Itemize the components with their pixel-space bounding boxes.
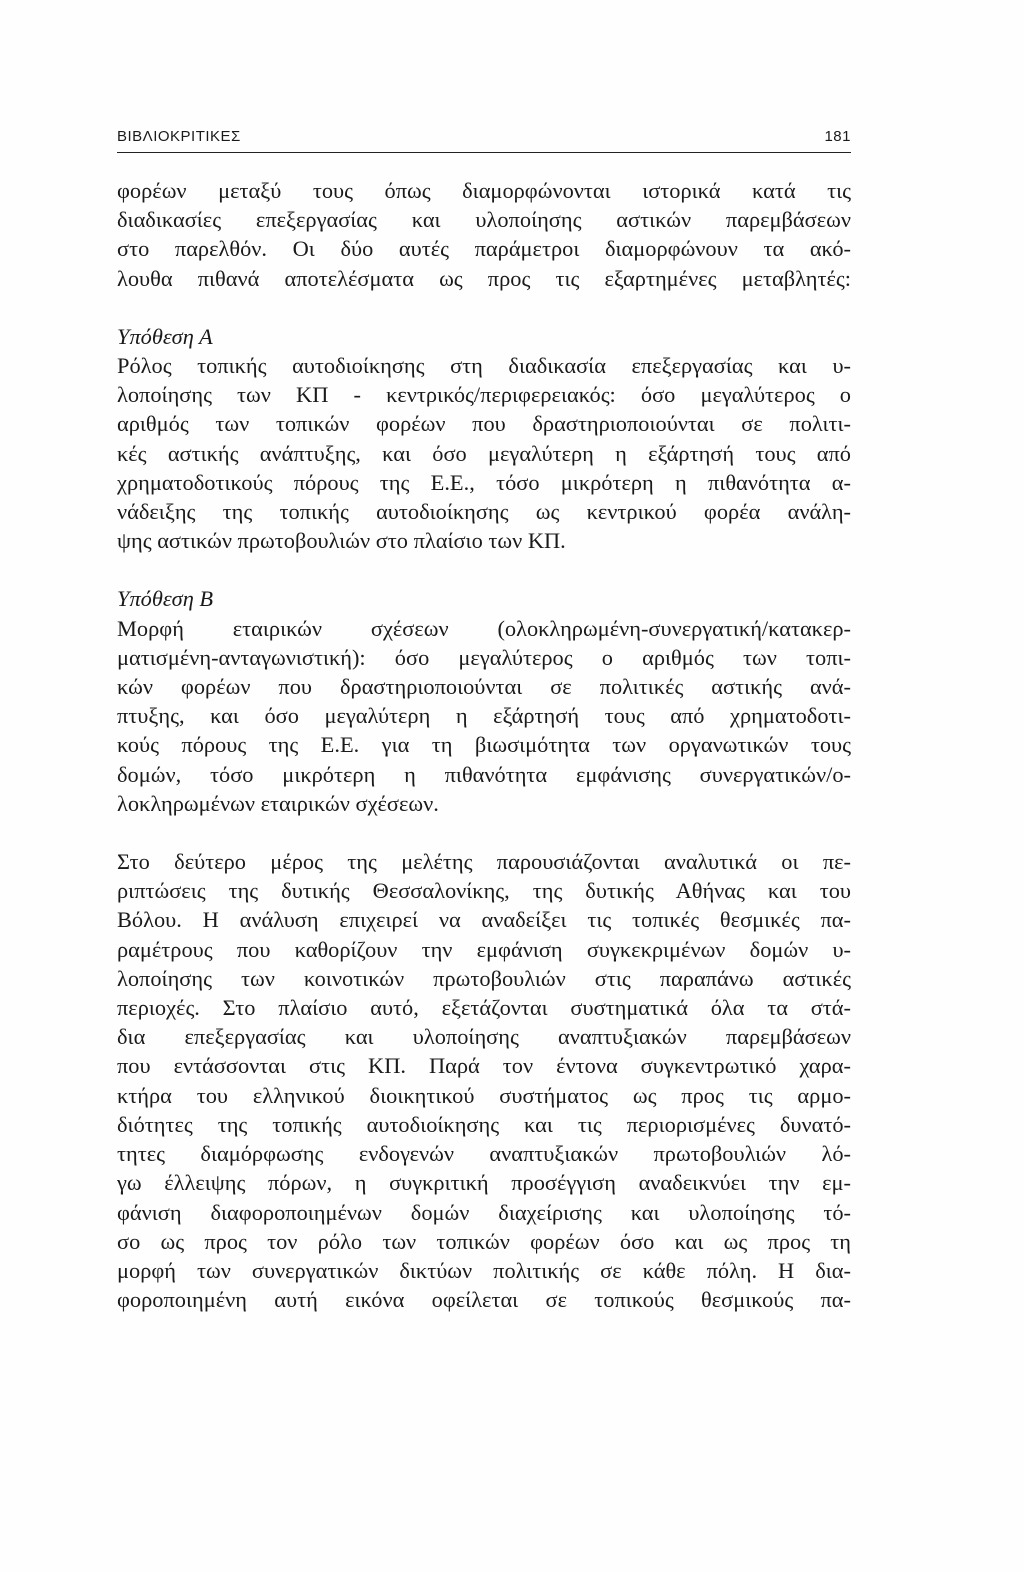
text-line: στο παρελθόν. Οι δύο αυτές παράμετροι διαμορφώνουν τα ακό- bbox=[117, 236, 851, 262]
paragraph-gap bbox=[117, 555, 851, 584]
text-line: ψης αστικών πρωτοβουλιών στο πλαίσιο των ΚΠ. bbox=[117, 528, 566, 554]
text-line: Στο δεύτερο μέρος της μελέτης παρουσιάζονται αναλυτικά οι πε- bbox=[117, 849, 851, 875]
text-line: σο ως προς τον ρόλο των τοπικών φορέων όσο και ως προς τη bbox=[117, 1228, 851, 1254]
text-line: πτυξης, και όσο μεγαλύτερη η εξάρτησή τους από χρηματοδοτι- bbox=[117, 703, 851, 729]
text-line: ριπτώσεις της δυτικής Θεσσαλονίκης, της δυτικής Αθήνας και του bbox=[117, 878, 851, 904]
text-line: χρηματοδοτικούς πόρους της Ε.Ε., τόσο μικρότερη η πιθανότητα α- bbox=[117, 469, 851, 495]
text-line: δομών, τόσο μικρότερη η πιθανότητα εμφάνισης συνεργατικών/ο- bbox=[117, 761, 851, 787]
text-line: φάνιση διαφοροποιημένων δομών διαχείρισης και υλοποίησης τό- bbox=[117, 1199, 851, 1225]
page-number: 181 bbox=[824, 128, 851, 145]
text-line: λοποίησης των κοινοτικών πρωτοβουλιών στις παραπάνω αστικές bbox=[117, 965, 851, 991]
text-line: νάδειξης της τοπικής αυτοδιοίκησης ως κεντρικού φορέα ανάλη- bbox=[117, 499, 851, 525]
text-line: λοκληρωμένων εταιρικών σχέσεων. bbox=[117, 790, 439, 816]
text-line: φορέων μεταξύ τους όπως διαμορφώνονται ιστορικά κατά τις bbox=[117, 178, 851, 203]
text-line: Βόλου. Η ανάλυση επιχειρεί να αναδείξει τις τοπικές θεσμικές πα- bbox=[117, 907, 851, 933]
text-line: κών φορέων που δραστηριοποιούνται σε πολιτικές αστικής ανά- bbox=[117, 674, 851, 700]
running-header bbox=[117, 124, 851, 153]
text-line: μορφή των συνεργατικών δικτύων πολιτικής σε κάθε πόλη. Η δια- bbox=[117, 1257, 851, 1283]
second-part-paragraph bbox=[117, 847, 851, 1314]
text-line: περιοχές. Στο πλαίσιο αυτό, εξετάζονται συστηματικά όλα τα στά- bbox=[117, 995, 851, 1021]
text-line: λουθα πιθανά αποτελέσματα ως προς τις εξαρτημένες μεταβλητές: bbox=[117, 265, 851, 291]
hypothesis-b-heading: Υπόθεση Β bbox=[117, 586, 214, 612]
hypothesis-a-heading: Υπόθεση Α bbox=[117, 323, 213, 349]
text-line: γω έλλειψης πόρων, η συγκριτική προσέγγιση αναδεικνύει την εμ- bbox=[117, 1170, 851, 1196]
text-line: ματισμένη-ανταγωνιστική): όσο μεγαλύτερος ο αριθμός των τοπι- bbox=[117, 644, 851, 670]
text-line: λοποίησης των ΚΠ - κεντρικός/περιφερειακός: όσο μεγαλύτερος ο bbox=[117, 382, 851, 408]
text-line: κούς πόρους της Ε.Ε. για τη βιωσιμότητα των οργανωτικών τους bbox=[117, 732, 851, 758]
text-line: φοροποιημένη αυτή εικόνα οφείλεται σε τοπικούς θεσμικούς πα- bbox=[117, 1287, 851, 1313]
text-line: αριθμός των τοπικών φορέων που δραστηριοποιούνται σε πολιτι- bbox=[117, 411, 851, 437]
hypothesis-b-paragraph bbox=[117, 614, 851, 818]
paragraph-gap bbox=[117, 293, 851, 322]
hypothesis-a-paragraph bbox=[117, 351, 851, 555]
text-line: που εντάσσονται στις ΚΠ. Παρά τον έντονα συγκεντρωτικό χαρα- bbox=[117, 1053, 851, 1079]
running-header-title: ΒΙΒΛΙΟΚΡΙΤΙΚΕΣ bbox=[117, 128, 241, 145]
text-line: διότητες της τοπικής αυτοδιοίκησης και τις περιορισμένες δυνατό- bbox=[117, 1111, 851, 1137]
text-line: τητες διαμόρφωσης ενδογενών αναπτυξιακών πρωτοβουλιών λό- bbox=[117, 1141, 851, 1167]
text-line: Μορφή εταιρικών σχέσεων (ολοκληρωμένη-συνεργατική/κατακερ- bbox=[117, 615, 851, 641]
text-line: Ρόλος τοπικής αυτοδιοίκησης στη διαδικασία επεξεργασίας και υ- bbox=[117, 353, 851, 379]
body-text bbox=[117, 176, 851, 1314]
text-line: διαδικασίες επεξεργασίας και υλοποίησης αστικών παρεμβάσεων bbox=[117, 207, 851, 233]
text-line: κές αστικής ανάπτυξης, και όσο μεγαλύτερη η εξάρτησή τους από bbox=[117, 440, 851, 466]
paragraph-gap bbox=[117, 818, 851, 847]
text-line: κτήρα του ελληνικού διοικητικού συστήματος ως προς τις αρμο- bbox=[117, 1082, 851, 1108]
text-line: ραμέτρους που καθορίζουν την εμφάνιση συγκεκριμένων δομών υ- bbox=[117, 936, 851, 962]
text-line: δια επεξεργασίας και υλοποίησης αναπτυξιακών παρεμβάσεων bbox=[117, 1024, 851, 1050]
intro-paragraph bbox=[117, 176, 851, 293]
